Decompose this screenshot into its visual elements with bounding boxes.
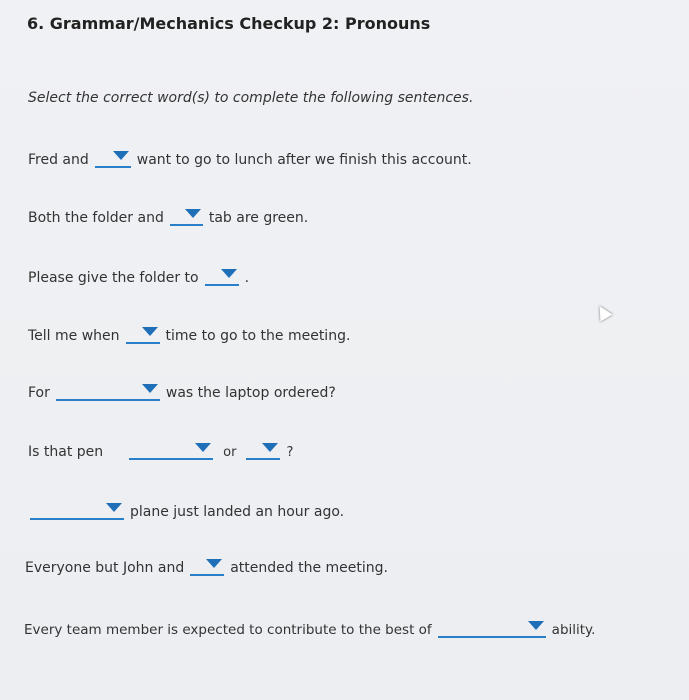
chevron-down-icon [106, 503, 122, 512]
page-title: 6. Grammar/Mechanics Checkup 2: Pronouns [27, 14, 431, 33]
sentence-8 [25, 556, 388, 576]
instructions-text: Select the correct word(s) to complete the following sentences. [28, 90, 474, 106]
sentence-8-before: Everyone but John and [25, 560, 185, 576]
sentence-9-dropdown[interactable] [438, 618, 546, 638]
chevron-down-icon [185, 209, 201, 218]
chevron-down-icon [262, 443, 278, 452]
sentence-2-dropdown[interactable] [170, 206, 203, 226]
sentence-3-dropdown[interactable] [205, 266, 239, 286]
sentence-2-before: Both the folder and [28, 210, 164, 226]
sentence-2-after: tab are green. [208, 210, 309, 226]
sentence-4-before: Tell me when [28, 328, 120, 344]
sentence-5-dropdown[interactable] [56, 381, 160, 401]
sentence-7-after: plane just landed an hour ago. [130, 504, 345, 520]
sentence-5-before: For [28, 385, 50, 401]
sentence-4-after: time to go to the meeting. [165, 328, 351, 344]
sentence-1-before: Fred and [28, 152, 89, 168]
sentence-6-after: ? [286, 445, 294, 460]
sentence-4 [28, 324, 350, 344]
chevron-down-icon [195, 443, 211, 452]
sentence-2 [28, 206, 308, 226]
sentence-6-dropdown-1[interactable] [129, 440, 213, 460]
chevron-down-icon [206, 559, 222, 568]
sentence-9-before: Every team member is expected to contribute to the best of [24, 622, 432, 638]
mouse-cursor-icon [593, 302, 612, 321]
sentence-5 [28, 381, 336, 401]
sentence-8-after: attended the meeting. [230, 560, 388, 576]
sentence-9 [24, 618, 595, 638]
sentence-7 [24, 500, 344, 520]
sentence-7-dropdown[interactable] [30, 500, 124, 520]
sentence-9-after: ability. [551, 622, 596, 638]
sentence-6-before: Is that pen [28, 444, 104, 460]
chevron-down-icon [221, 269, 237, 278]
sentence-1-after: want to go to lunch after we finish this account. [136, 152, 472, 168]
sentence-8-dropdown[interactable] [190, 556, 224, 576]
sentence-6 [28, 440, 293, 460]
sentence-1-dropdown[interactable] [95, 148, 131, 168]
sentence-6-dropdown-2[interactable] [246, 440, 280, 460]
sentence-3-after: . [244, 270, 250, 286]
sentence-3 [28, 266, 249, 286]
sentence-6-or: or [223, 445, 237, 460]
chevron-down-icon [113, 151, 129, 160]
chevron-down-icon [142, 327, 158, 336]
chevron-down-icon [528, 621, 544, 630]
sentence-5-after: was the laptop ordered? [165, 385, 336, 401]
sentence-3-before: Please give the folder to [28, 270, 199, 286]
sentence-1 [28, 146, 472, 168]
sentence-4-dropdown[interactable] [126, 324, 160, 344]
chevron-down-icon [142, 384, 158, 393]
